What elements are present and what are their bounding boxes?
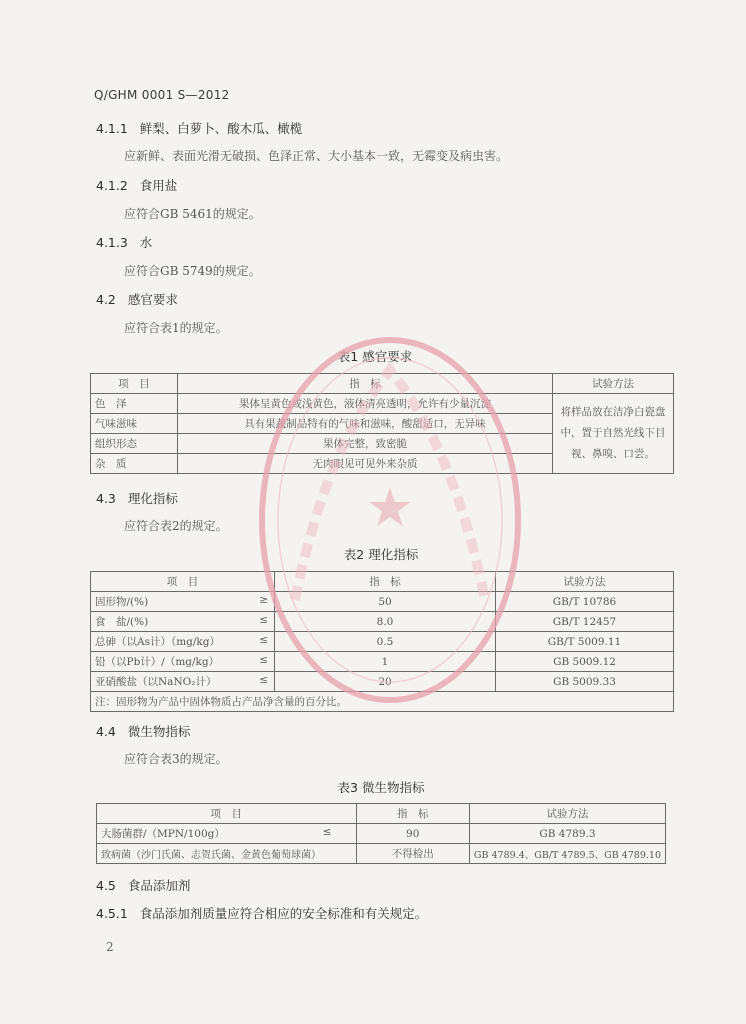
table-1-cell-value: 无肉眼见可见外来杂质: [178, 454, 553, 474]
table-2-caption: 表2 理化指标: [343, 547, 419, 562]
table-1-cell-value: 果体完整，致密脆: [178, 434, 553, 454]
table-1-header-method: 试验方法: [553, 374, 674, 394]
table-2-header-item: 项 目: [91, 572, 275, 592]
section-4-4-heading: 4.4 微生物指标: [96, 724, 191, 739]
table-1-header-item: 项 目: [91, 374, 178, 394]
table-1-cell-value: 具有果蔬制品特有的气味和滋味，酸甜适口，无异味: [178, 414, 553, 434]
document-code-header: Q/GHM 0001 S—2012: [94, 88, 230, 102]
table-2-cell-item: 固形物/(%) ≥: [91, 592, 275, 612]
table-3-cell-method: GB 4789.4、GB/T 4789.5、GB 4789.10: [469, 844, 665, 864]
table-2-cell-value: 50: [275, 592, 496, 612]
table-3-cell-item: 致病菌（沙门氏菌、志贺氏菌、金黄色葡萄球菌）: [97, 844, 357, 864]
table-1-cell-method: 将样品放在洁净白瓷盘中，置于自然光线下目视、鼻嗅、口尝。: [553, 394, 674, 474]
table-2-cell-value: 8.0: [275, 612, 496, 632]
table-2-cell-method: GB/T 12457: [496, 612, 674, 632]
table-2-note: 注：固形物为产品中固体物质占产品净含量的百分比。: [91, 692, 674, 712]
table-3-caption: 表3 微生物指标: [337, 780, 425, 795]
table-3-cell-value: 90: [356, 824, 469, 844]
table-3-header-method: 试验方法: [469, 804, 665, 824]
table-2-physicochemical: [90, 571, 674, 712]
table-3-microbiological: [96, 803, 666, 864]
table-2-cell-value: 1: [275, 652, 496, 672]
section-4-2-heading: 4.2 感官要求: [96, 292, 178, 307]
table-1-cell-value: 果体呈黄色或浅黄色，液体清亮透明，允许有少量沉淀: [178, 394, 553, 414]
table-1-caption: 表1 感官要求: [337, 349, 413, 364]
table-1-cell-item: 杂 质: [91, 454, 178, 474]
table-3-cell-item: 大肠菌群/（MPN/100g） ≤: [97, 824, 357, 844]
table-3-header-item: 项 目: [97, 804, 357, 824]
section-4-3-heading: 4.3 理化指标: [96, 491, 178, 506]
table-2-cell-item: 铅（以Pb计）/（mg/kg） ≤: [91, 652, 275, 672]
section-4-5-heading: 4.5 食品添加剂: [96, 878, 191, 893]
table-1-cell-item: 气味滋味: [91, 414, 178, 434]
section-4-5-1-text: 4.5.1 食品添加剂质量应符合相应的安全标准和有关规定。: [96, 906, 428, 921]
section-4-1-3-heading: 4.1.3 水: [96, 235, 153, 250]
table-3-header-indicator: 指 标: [356, 804, 469, 824]
section-4-1-1-text: 应新鲜、表面光滑无破损、色泽正常、大小基本一致，无霉变及病虫害。: [124, 149, 509, 163]
table-2-cell-item: 亚硝酸盐（以NaNO₂计） ≤: [91, 672, 275, 692]
table-1-sensory: [90, 373, 674, 474]
table-2-header-method: 试验方法: [496, 572, 674, 592]
table-2-header-indicator: 指 标: [275, 572, 496, 592]
section-4-1-1-heading: 4.1.1 鲜梨、白萝卜、酸木瓜、橄榄: [96, 121, 303, 136]
table-2-cell-method: GB/T 5009.11: [496, 632, 674, 652]
table-2-cell-value: 20: [275, 672, 496, 692]
table-2-cell-method: GB/T 10786: [496, 592, 674, 612]
section-4-2-text: 应符合表1的规定。: [124, 321, 228, 335]
table-2-cell-item: 总砷（以As计）（mg/kg） ≤: [91, 632, 275, 652]
table-2-cell-method: GB 5009.12: [496, 652, 674, 672]
table-2-cell-item: 食 盐/(%) ≤: [91, 612, 275, 632]
table-3-cell-value: 不得检出: [356, 844, 469, 864]
table-1-header-indicator: 指 标: [178, 374, 553, 394]
table-3-cell-method: GB 4789.3: [469, 824, 665, 844]
section-4-1-2-heading: 4.1.2 食用盐: [96, 178, 178, 193]
section-4-1-2-text: 应符合GB 5461的规定。: [124, 207, 261, 221]
svg-text:★: ★: [365, 476, 415, 539]
section-4-3-text: 应符合表2的规定。: [124, 519, 228, 533]
table-1-cell-item: 组织形态: [91, 434, 178, 454]
table-2-cell-method: GB 5009.33: [496, 672, 674, 692]
section-4-1-3-text: 应符合GB 5749的规定。: [124, 264, 261, 278]
page-number: 2: [106, 940, 114, 954]
section-4-4-text: 应符合表3的规定。: [124, 752, 228, 766]
table-1-cell-item: 色 泽: [91, 394, 178, 414]
table-2-cell-value: 0.5: [275, 632, 496, 652]
